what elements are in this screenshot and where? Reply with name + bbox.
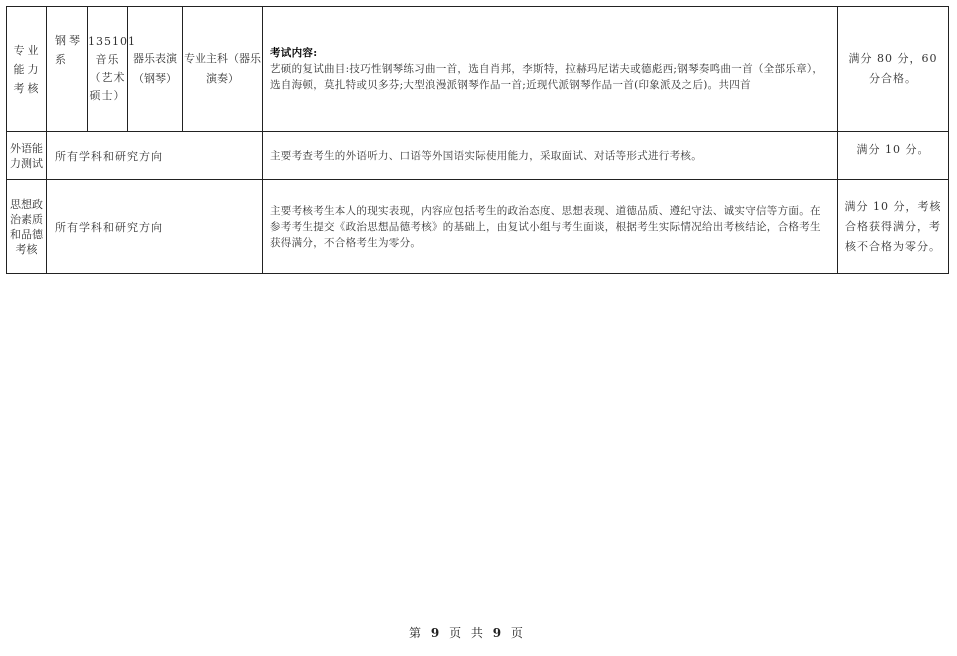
score-cell: 满分 80 分，60 分合格。: [838, 7, 949, 132]
department-cell: 钢琴系: [47, 7, 88, 132]
subject-cell: 专业主科（器乐演奏）: [183, 7, 263, 132]
table-row: [7, 180, 949, 274]
footer-prefix: 第: [409, 626, 425, 640]
scope-cell: 所有学科和研究方向: [47, 132, 263, 180]
table-row: [7, 132, 949, 180]
content-body: 艺硕的复试曲目:技巧性钢琴练习曲一首，选自肖邦，李斯特，拉赫玛尼诺夫或德彪西;钢琴奏鸣曲一首（全部乐章），选自海顿，莫扎特或贝多芬;大型浪漫派钢琴作品一首;近现代派钢琴作品一首(印象派及之后)。共四首: [270, 63, 824, 91]
content-cell: [263, 7, 838, 132]
current-page-number: 9: [430, 626, 443, 640]
content-cell: 主要考查考生的外语听力、口语等外国语实际使用能力，采取面试、对话等形式进行考核。: [263, 132, 838, 180]
content-heading: 考试内容:: [270, 47, 318, 59]
program-code-cell: 135101音乐（艺术硕士）: [88, 7, 128, 132]
total-page-number: 9: [492, 626, 505, 640]
scope-cell: 所有学科和研究方向: [47, 180, 263, 274]
footer-middle: 页 共: [449, 626, 486, 640]
content-cell: 主要考核考生本人的现实表现，内容应包括考生的政治态度、思想表现、道德品质、遵纪守法、诚实守信等方面。在参考考生提交《政治思想品德考核》的基础上，由复试小组与考生面谈，根据考生实际情况给出考核结论，合格考生获得满分，不合格考生为零分。: [263, 180, 838, 274]
category-cell: 专业能力考核: [7, 7, 47, 132]
category-cell: 外语能力测试: [7, 132, 47, 180]
footer-suffix: 页: [510, 626, 526, 640]
category-cell: 思想政治素质和品德考核: [7, 180, 47, 274]
score-cell: 满分 10 分，考核合格获得满分，考核不合格为零分。: [838, 180, 949, 274]
direction-cell: 器乐表演（钢琴）: [128, 7, 183, 132]
score-cell: 满分 10 分。: [838, 132, 949, 180]
table-row: [7, 7, 949, 132]
page-footer: [0, 624, 935, 641]
exam-requirements-table: [6, 6, 949, 274]
